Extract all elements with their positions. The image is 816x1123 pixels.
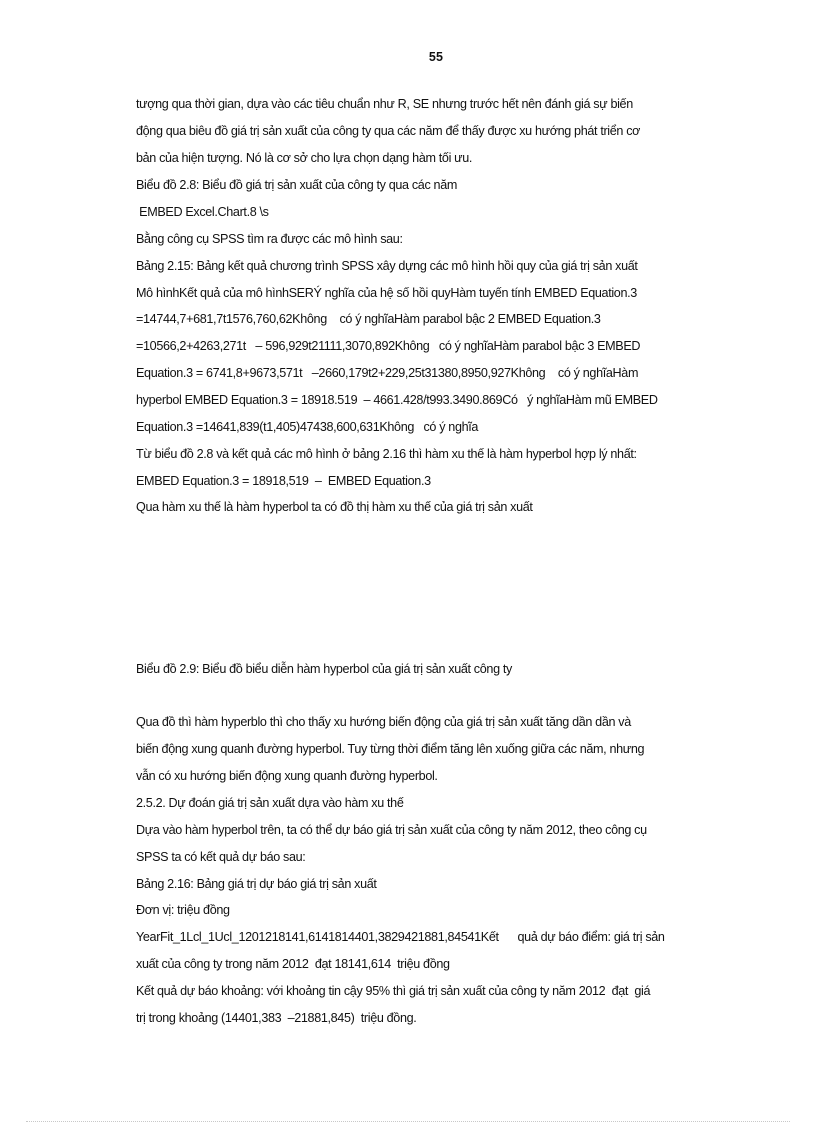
table-text-line: =14744,7+681,7t1576,760,62Không có ý nghĩaHàm parabol bậc 2 EMBED Equation.3 xyxy=(136,312,601,326)
text-line: xuất của công ty trong năm 2012 đạt 18141,614 triệu đồng xyxy=(136,957,450,971)
text-line: trị trong khoảng (14401,383 –21881,845) triệu đồng. xyxy=(136,1011,417,1025)
text-line: bản của hiện tượng. Nó là cơ sở cho lựa chọn dạng hàm tối ưu. xyxy=(136,151,473,165)
equation-line: EMBED Equation.3 = 18918,519 – EMBED Equation.3 xyxy=(136,474,431,488)
table-caption: Bảng 2.16: Bảng giá trị dự báo giá trị sản xuất xyxy=(136,877,377,891)
table-caption: Bảng 2.15: Bảng kết quả chương trình SPSS xây dựng các mô hình hồi quy của giá trị sản xuất xyxy=(136,259,638,273)
text-line: Qua đồ thì hàm hyperblo thì cho thấy xu hướng biến động của giá trị sản xuất tăng dần dần và xyxy=(136,715,631,729)
section-heading: 2.5.2. Dự đoán giá trị sản xuất dựa vào hàm xu thế xyxy=(136,796,404,810)
text-line: tượng qua thời gian, dựa vào các tiêu chuẩn như R, SE nhưng trước hết nên đánh giá sự biến xyxy=(136,97,633,111)
table-text-line: hyperbol EMBED Equation.3 = 18918.519 – 4661.428/t993.3490.869Có ý nghĩaHàm mũ EMBED xyxy=(136,393,658,407)
text-line: Kết quả dự báo khoảng: với khoảng tin cậy 95% thì giá trị sản xuất của công ty năm 2012 đạt giá xyxy=(136,984,651,998)
table-text-line: =10566,2+4263,271t – 596,929t21111,3070,892Không có ý nghĩaHàm parabol bậc 3 EMBED xyxy=(136,339,641,353)
table-text-line: Mô hìnhKết quả của mô hìnhSERÝ nghĩa của hệ số hồi quyHàm tuyến tính EMBED Equation.3 xyxy=(136,286,637,300)
table-text-line: Equation.3 =14641,839(t1,405)47438,600,631Không có ý nghĩa xyxy=(136,420,479,434)
page-number: 55 xyxy=(428,50,444,64)
text-line: vẫn có xu hướng biến động xung quanh đường hyperbol. xyxy=(136,769,438,783)
table-text-line: Equation.3 = 6741,8+9673,571t –2660,179t2+229,25t31380,8950,927Không có ý nghĩaHàm xyxy=(136,366,639,380)
text-line: động qua biêu đồ giá trị sản xuất của công ty qua các năm để thấy được xu hướng phát triển cơ xyxy=(136,124,641,138)
embed-field: EMBED Excel.Chart.8 \s xyxy=(136,205,269,219)
text-line: biến động xung quanh đường hyperbol. Tuy từng thời điểm tăng lên xuống giữa các năm, nhưng xyxy=(136,742,645,756)
page-bottom-rule xyxy=(26,1121,790,1122)
text-line: Qua hàm xu thế là hàm hyperbol ta có đồ thị hàm xu thế của giá trị sản xuất xyxy=(136,500,533,514)
text-line: Dựa vào hàm hyperbol trên, ta có thể dự báo giá trị sản xuất của công ty năm 2012, theo công cụ xyxy=(136,823,647,837)
text-line: Bằng công cụ SPSS tìm ra được các mô hình sau: xyxy=(136,232,403,246)
unit-label: Đơn vị: triệu đồng xyxy=(136,903,230,917)
table-text-line: YearFit_1Lcl_1Ucl_1201218141,6141814401,3829421881,84541Kết quả dự báo điểm: giá trị sản xyxy=(136,930,665,944)
figure-caption: Biểu đồ 2.8: Biểu đồ giá trị sản xuất của công ty qua các năm xyxy=(136,178,457,192)
text-line: Từ biểu đồ 2.8 và kết quả các mô hình ở bảng 2.16 thì hàm xu thế là hàm hyperbol hợp lý nhất: xyxy=(136,447,637,461)
text-line: SPSS ta có kết quả dự báo sau: xyxy=(136,850,306,864)
figure-caption: Biểu đồ 2.9: Biểu đồ biểu diễn hàm hyperbol của giá trị sản xuất công ty xyxy=(136,662,512,676)
